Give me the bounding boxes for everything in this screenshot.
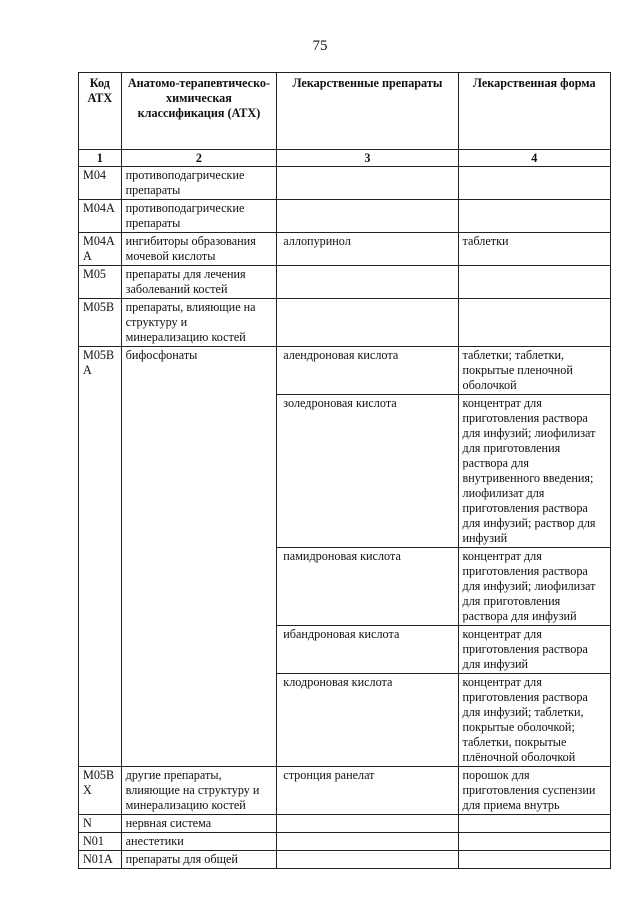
atx-code: M05B (79, 299, 122, 347)
drug-name: ибандроновая кислота (277, 626, 458, 674)
table-header-row (79, 73, 611, 150)
table-row (79, 167, 611, 200)
drug-name (277, 851, 458, 869)
drug-name (277, 833, 458, 851)
table-row (79, 347, 611, 395)
column-number: 2 (121, 150, 277, 167)
dosage-form (458, 167, 610, 200)
table-row (79, 851, 611, 869)
drug-name (277, 167, 458, 200)
dosage-form: концентрат для приготовления раствора для инфузий; лиофилизат для приготовления раствора для внутривенного введения; лиофилизат для приготовления раствора для инфузий; раствор для инфузий (458, 395, 610, 548)
table-row (79, 815, 611, 833)
header-drugs: Лекарственные препараты (277, 73, 458, 150)
table-row (79, 833, 611, 851)
drug-name: памидроновая кислота (277, 548, 458, 626)
atx-code: N (79, 815, 122, 833)
atx-classification: препараты, влияющие на структуру и минерализацию костей (121, 299, 277, 347)
drug-name: аллопуринол (277, 233, 458, 266)
dosage-form: таблетки; таблетки, покрытые пленочной оболочкой (458, 347, 610, 395)
dosage-form (458, 200, 610, 233)
dosage-form (458, 299, 610, 347)
table-row (79, 767, 611, 815)
atx-code: M04A (79, 200, 122, 233)
atx-classification: противоподагрические препараты (121, 200, 277, 233)
dosage-form: концентрат для приготовления раствора для инфузий; таблетки, покрытые оболочкой; таблетки, покрытые плёночной оболочкой (458, 674, 610, 767)
drug-name (277, 200, 458, 233)
drug-name: клодроновая кислота (277, 674, 458, 767)
dosage-form (458, 815, 610, 833)
table-row (79, 266, 611, 299)
table-row (79, 200, 611, 233)
header-classification: Анатомо-терапевтическо-химическая классификация (АТХ) (121, 73, 277, 150)
dosage-form (458, 266, 610, 299)
atx-code: M05 (79, 266, 122, 299)
atx-classification: анестетики (121, 833, 277, 851)
dosage-form (458, 833, 610, 851)
page-number: 75 (312, 38, 328, 54)
dosage-form: порошок для приготовления суспензии для приема внутрь (458, 767, 610, 815)
column-number: 3 (277, 150, 458, 167)
atx-classification: препараты для общей (121, 851, 277, 869)
atx-code: M05BX (79, 767, 122, 815)
dosage-form: концентрат для приготовления раствора для инфузий (458, 626, 610, 674)
drug-name (277, 299, 458, 347)
atx-code: N01 (79, 833, 122, 851)
drug-name (277, 266, 458, 299)
atx-classification: другие препараты, влияющие на структуру и минерализацию костей (121, 767, 277, 815)
table-row (79, 299, 611, 347)
dosage-form: концентрат для приготовления раствора для инфузий; лиофилизат для приготовления раствора для инфузий (458, 548, 610, 626)
atx-classification: препараты для лечения заболеваний костей (121, 266, 277, 299)
drug-name: стронция ранелат (277, 767, 458, 815)
column-number: 1 (79, 150, 122, 167)
drug-name (277, 815, 458, 833)
column-number-row (79, 150, 611, 167)
table-row (79, 233, 611, 266)
atx-classification: нервная система (121, 815, 277, 833)
dosage-form (458, 851, 610, 869)
atx-code: M04 (79, 167, 122, 200)
header-code: Код АТХ (79, 73, 122, 150)
atx-table (78, 72, 611, 869)
atx-code: M04AA (79, 233, 122, 266)
header-form: Лекарственная форма (458, 73, 610, 150)
atx-code: M05BA (79, 347, 122, 767)
column-number: 4 (458, 150, 610, 167)
dosage-form: таблетки (458, 233, 610, 266)
atx-code: N01A (79, 851, 122, 869)
atx-classification: ингибиторы образования мочевой кислоты (121, 233, 277, 266)
drug-name: алендроновая кислота (277, 347, 458, 395)
atx-classification: бифосфонаты (121, 347, 277, 767)
atx-classification: противоподагрические препараты (121, 167, 277, 200)
drug-name: золедроновая кислота (277, 395, 458, 548)
